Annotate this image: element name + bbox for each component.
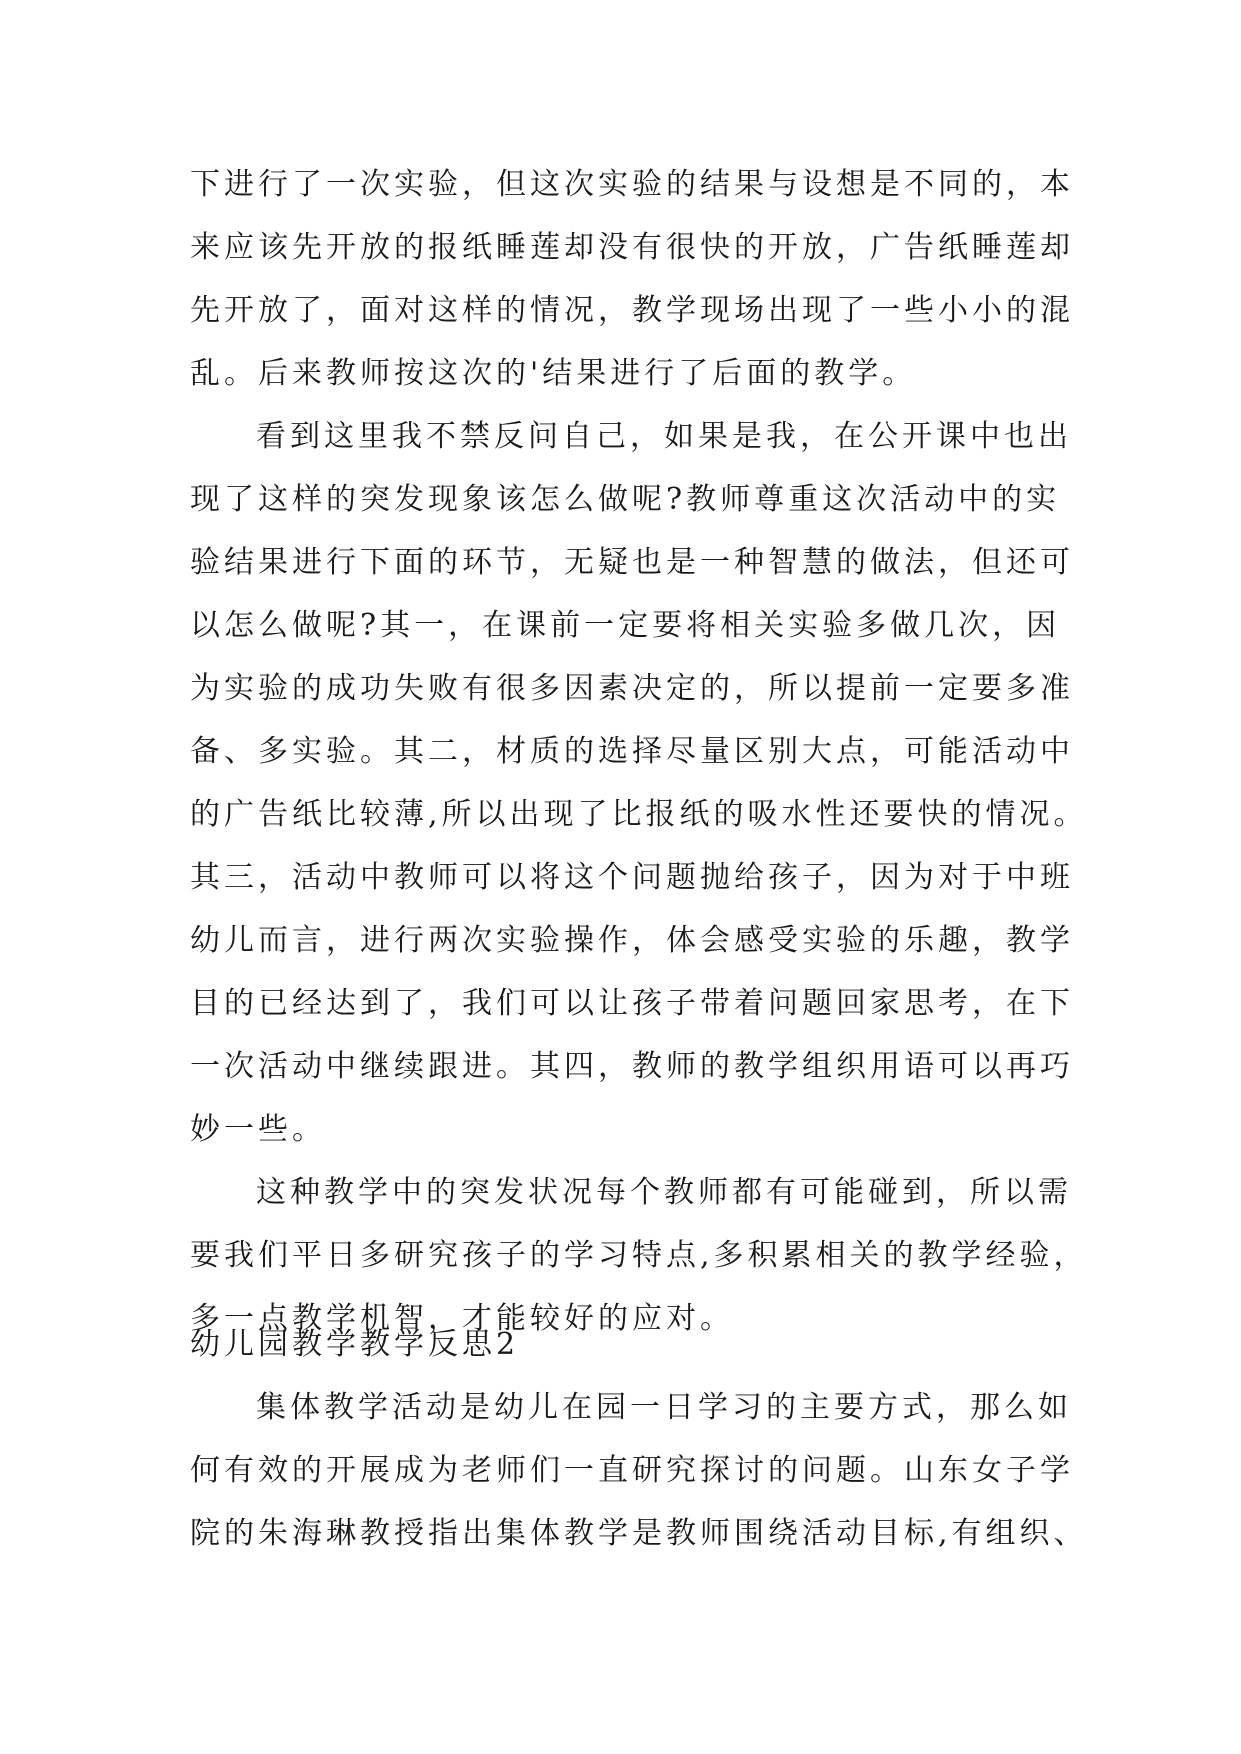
text-line: 乱。后来教师按这次的'结果进行了后面的教学。 [190, 356, 917, 391]
text-line: 何有效的开展成为老师们一直研究探讨的问题。山东女子学 [190, 1453, 1074, 1488]
text-line: 下进行了一次实验，但这次实验的结果与设想是不同的，本 [190, 167, 1074, 202]
text-line: 其三，活动中教师可以将这个问题抛给孩子，因为对于中班 [190, 860, 1074, 895]
text-line: 妙一些。 [190, 1112, 326, 1147]
text-line: 这种教学中的突发状况每个教师都有可能碰到，所以需 [256, 1175, 1072, 1210]
text-line: 来应该先开放的报纸睡莲却没有很快的开放，广告纸睡莲却 [190, 230, 1074, 265]
text-line: 一次活动中继续跟进。其四，教师的教学组织用语可以再巧 [190, 1049, 1074, 1084]
body-text-top [190, 153, 1088, 1350]
text-line: 备、多实验。其二，材质的选择尽量区别大点，可能活动中 [190, 734, 1074, 769]
text-line: 多一点教学机智，才能较好的应对。 [190, 1301, 734, 1336]
text-line: 院的朱海琳教授指出集体教学是教师围绕活动目标,有组织、 [190, 1516, 1088, 1551]
body-text-bottom [190, 1313, 1088, 1565]
text-line: 以怎么做呢?其一，在课前一定要将相关实验多做几次，因 [190, 608, 1061, 643]
section-heading: 幼儿园教学教学反思2 [190, 1327, 520, 1362]
text-line: 为实验的成功失败有很多因素决定的，所以提前一定要多准 [190, 671, 1074, 706]
text-line: 的广告纸比较薄,所以出现了比报纸的吸水性还要快的情况。 [190, 797, 1088, 832]
text-line: 目的已经达到了，我们可以让孩子带着问题回家思考，在下 [190, 986, 1074, 1021]
text-line: 集体教学活动是幼儿在园一日学习的主要方式，那么如 [256, 1390, 1072, 1425]
text-line: 要我们平日多研究孩子的学习特点,多积累相关的教学经验， [190, 1238, 1088, 1273]
text-line: 先开放了，面对这样的情况，教学现场出现了一些小小的混 [190, 293, 1074, 328]
text-line: 幼儿而言，进行两次实验操作，体会感受实验的乐趣，教学 [190, 923, 1074, 958]
text-line: 验结果进行下面的环节，无疑也是一种智慧的做法，但还可 [190, 545, 1074, 580]
text-line: 看到这里我不禁反问自己，如果是我，在公开课中也出 [256, 419, 1072, 454]
text-line: 现了这样的突发现象该怎么做呢?教师尊重这次活动中的实 [190, 482, 1061, 517]
